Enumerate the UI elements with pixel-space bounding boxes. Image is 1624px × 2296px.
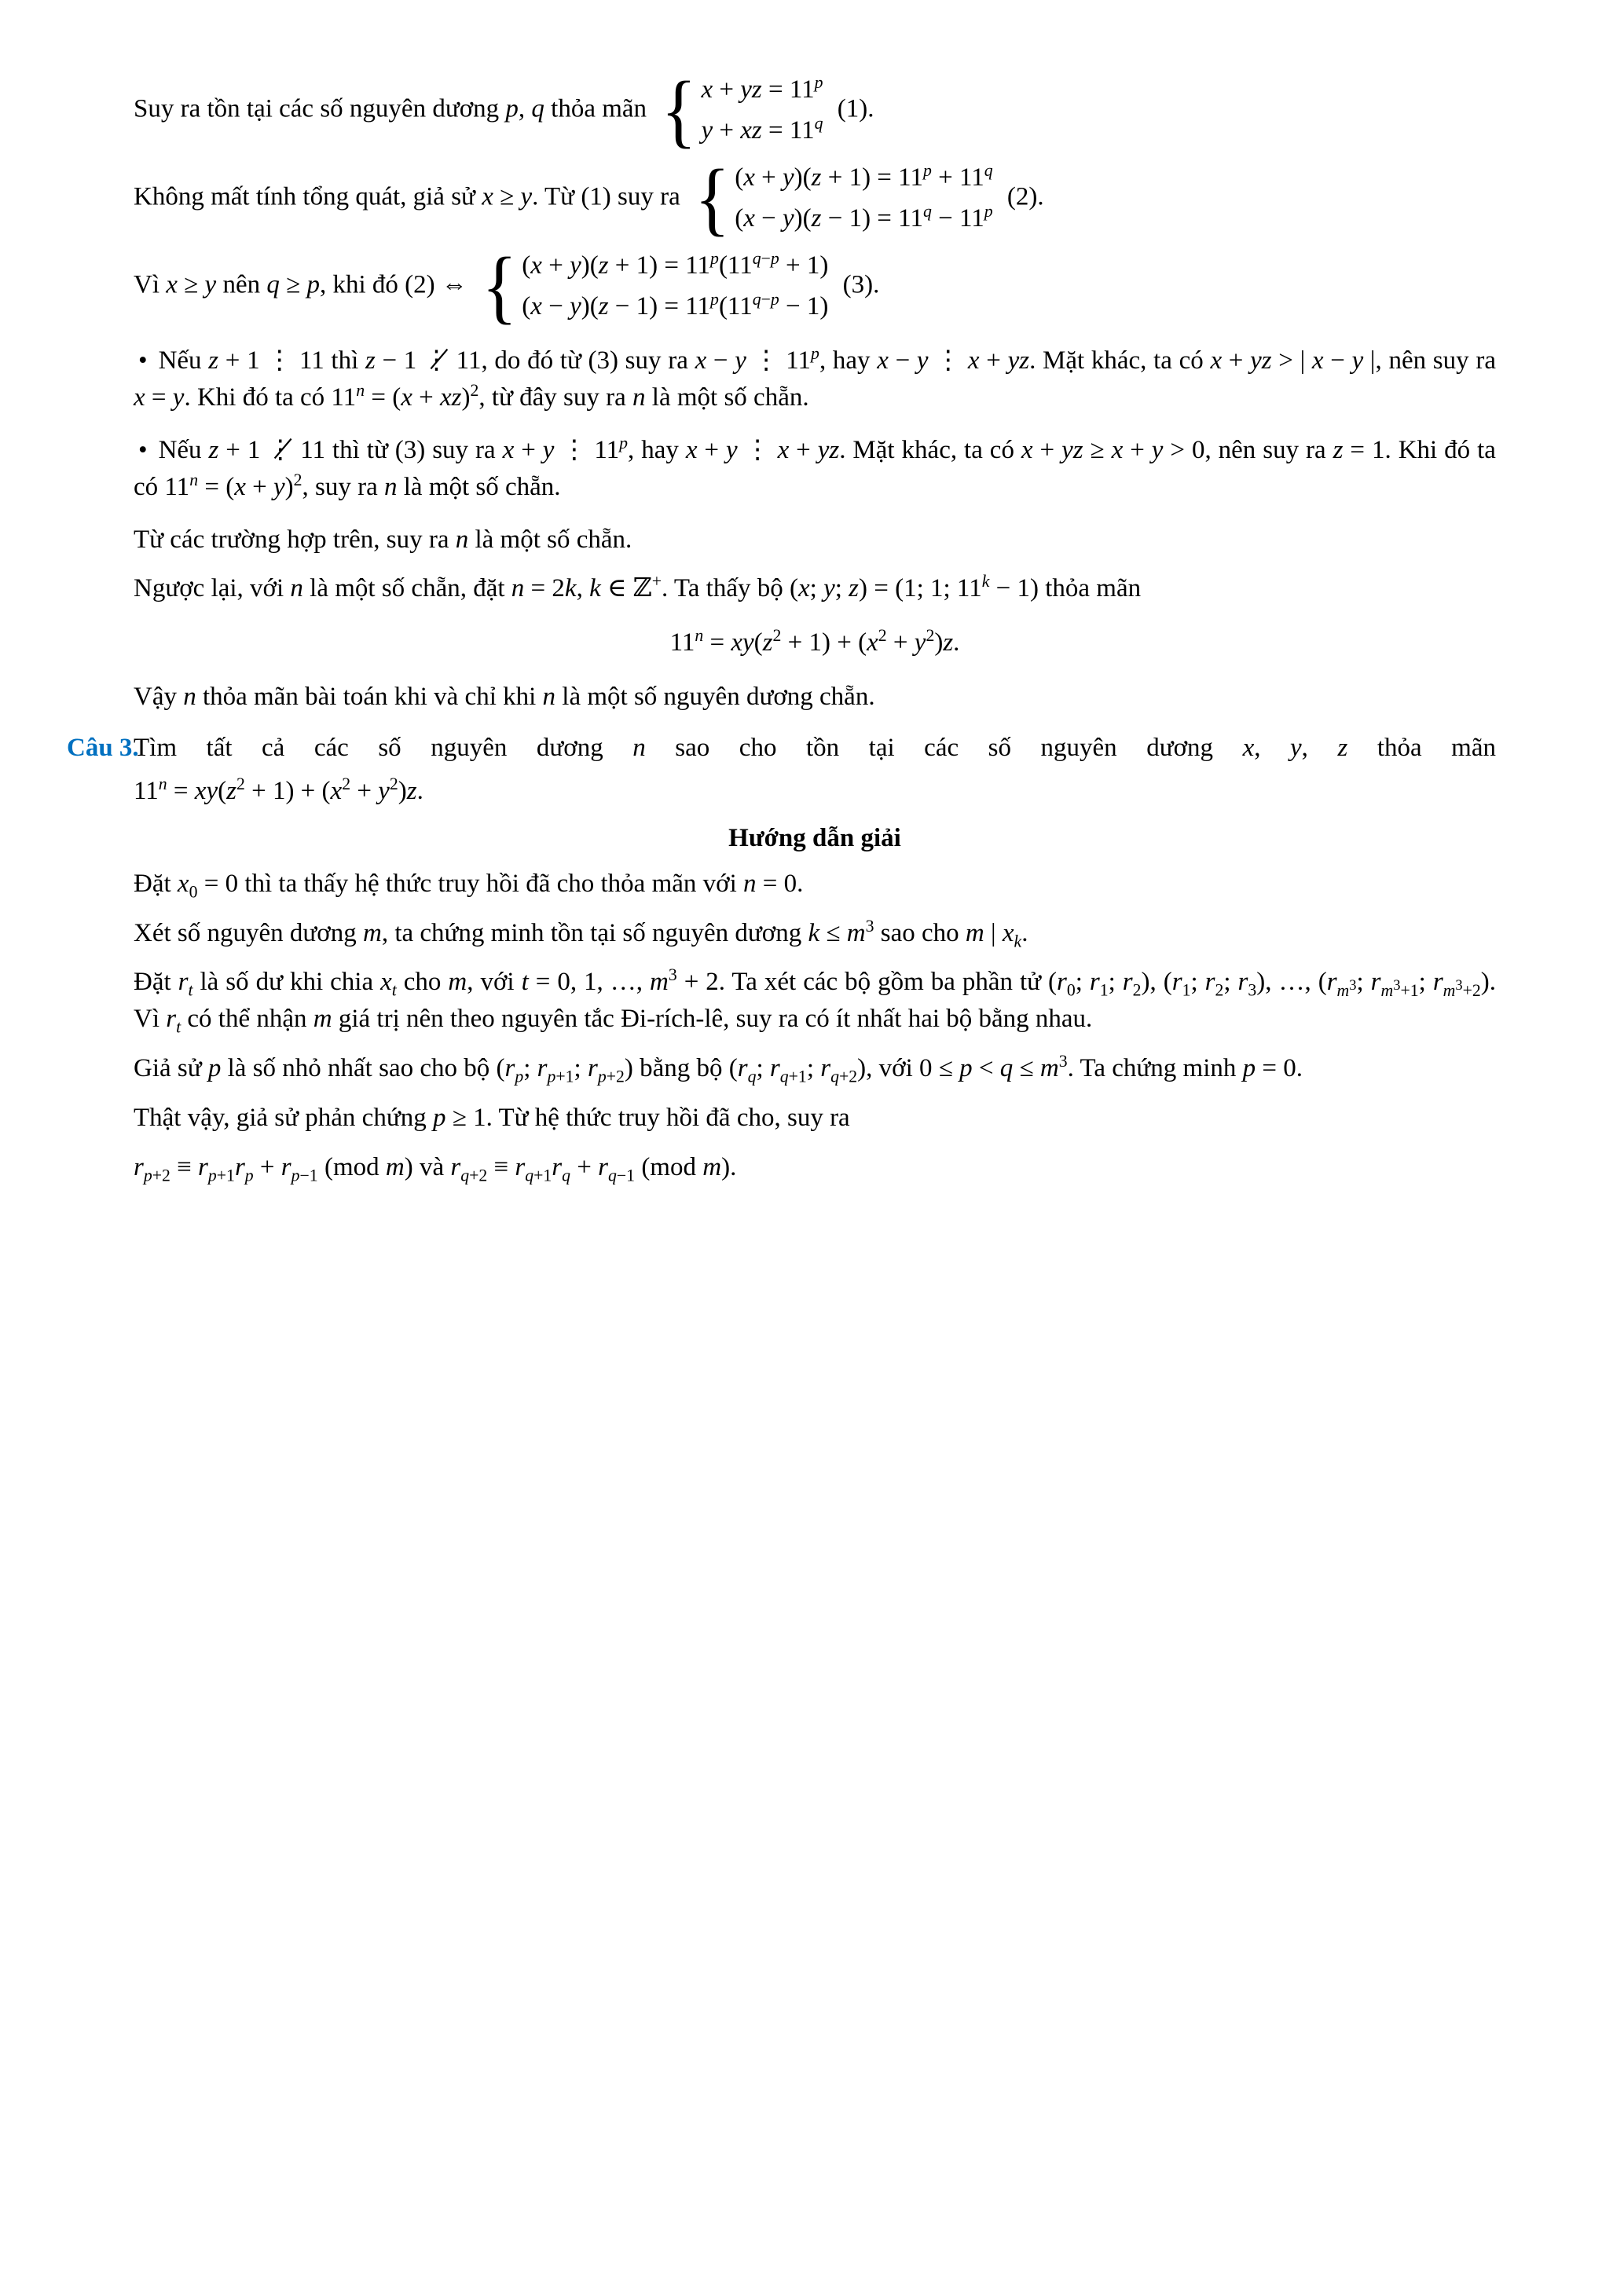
sol3-para-contradiction: Thật vậy, giả sử phản chứng p ≥ 1. Từ hệ thức truy hồi đã cho, suy ra (134, 1104, 850, 1133)
problem-3-formula: $11^n = xy(z^2 + 1) + (x^2 + y^2)z$. (134, 774, 423, 805)
sol3-para-base: Đặt $x_0 = 0$ thì ta thấy hệ thức truy hồi đã cho thỏa mãn với n = 0. (134, 869, 804, 902)
sol3-para-claim: Xét số nguyên dương m, ta chứng minh tồn tại số nguyên dương $k \le m^3$ sao cho m | $x_k$. (134, 916, 1028, 951)
bullet-case-2-text: Nếu z + 1 ⋮̸ 11 thì từ (3) suy ra x + y ⋮ 11$^p$, hay x + y ⋮ x + yz. Mặt khác, ta có x + yz ≥ x + y > 0, nên suy ra z = 1. Khi đó ta có $11^n = (x + y)^2$, suy ra n là một số chẵn. (134, 433, 1496, 501)
bullet-icon: • (138, 346, 148, 375)
para-converse: Ngược lại, với n là một số chẵn, đặt n = 2k, k ∈ ℤ+. Ta thấy bộ (x; y; z) = (1; 1; $11^k - 1$) thỏa mãn (134, 572, 1142, 603)
problem-3-label: Câu 3. (67, 734, 139, 763)
document-content (67, 63, 1497, 1199)
sol3-para-pigeonhole: Đặt $r_t$ là số dư khi chia $x_t$ cho m, với t = 0, 1, …, $m^3 + 2$. Ta xét các bộ gồm ba phần tử ($r_0$; $r_1$; $r_2$), ($r_1$; $r_2$; $r_3$), …, ($r_{m^3}$; $r_{m^3+1}$; $r_{m^3+2}$). Vì $r_t$ có thể nhận m giá trị nên theo nguyên tắc Đi-rích-lê, suy ra có ít nhất hai bộ bằng nhau. (134, 965, 1497, 1037)
bullet-case-1-text: Nếu z + 1 ⋮ 11 thì z − 1 ⋮̸ 11, do đó từ (3) suy ra x − y ⋮ 11$^p$, hay x − y ⋮ x + yz. Mặt khác, ta có x + yz > | x − y |, nên suy ra x = y. Khi đó ta có $11^n = (x + xz)^2$, từ đây suy ra n là một số chẵn. (134, 344, 1496, 412)
problem-3-statement: Tìm tất cả các số nguyên dương n sao cho tồn tại các số nguyên dương x, y, z thỏa mãn (134, 734, 1496, 763)
problem-3-block (67, 730, 1496, 816)
sol3-para-congruences: $r_{p+2} \equiv r_{p+1}r_p + r_{p-1}$ (mod m) và $r_{q+2} \equiv r_{q+1}r_q + r_{q-1}$ (mod m). (134, 1152, 737, 1185)
para-equivalence: Vì x ≥ y nên q ≥ p, khi đó (2) ⇔ { $(x + y)(z + 1) = 11^p(11^{q-p} + 1)$ $(x - y)(z - 1) = 11^p(11^{q-p} - 1)$ (3). (134, 240, 880, 333)
para-final-conclusion: Vậy n thỏa mãn bài toán khi và chỉ khi n là một số nguyên dương chẵn. (134, 683, 875, 712)
display-equation: $11^n = xy(z^2 + 1) + (x^2 + y^2)z$. (669, 626, 960, 657)
para-exists-pq: Suy ra tồn tại các số nguyên dương p, q thỏa mãn { x + yz = $11^p$ y + xz = $11^q$ (1). (134, 64, 874, 157)
bullet-case-2 (134, 432, 1496, 506)
problem-3-body (134, 730, 1496, 816)
bullet-icon: • (138, 435, 148, 464)
bullet-case-1 (134, 342, 1496, 416)
sol3-para-minimal-p: Giả sử p là số nhỏ nhất sao cho bộ ($r_p$; $r_{p+1}$; $r_{p+2}$) bằng bộ ($r_q$; $r_{q+1}$; $r_{q+2}$), với $0 \le p < q \le m^3$. Ta chứng minh p = 0. (134, 1052, 1303, 1086)
para-wlog: Không mất tính tổng quát, giả sử x ≥ y. Từ (1) suy ra { $(x + y)(z + 1) = 11^p + 11^q$ $(x - y)(z - 1) = 11^q - 11^p$ (2). (134, 152, 1044, 245)
para-cases-conclusion: Từ các trường hợp trên, suy ra n là một số chẵn. (134, 525, 632, 554)
solution-heading: Hướng dẫn giải (728, 823, 901, 852)
